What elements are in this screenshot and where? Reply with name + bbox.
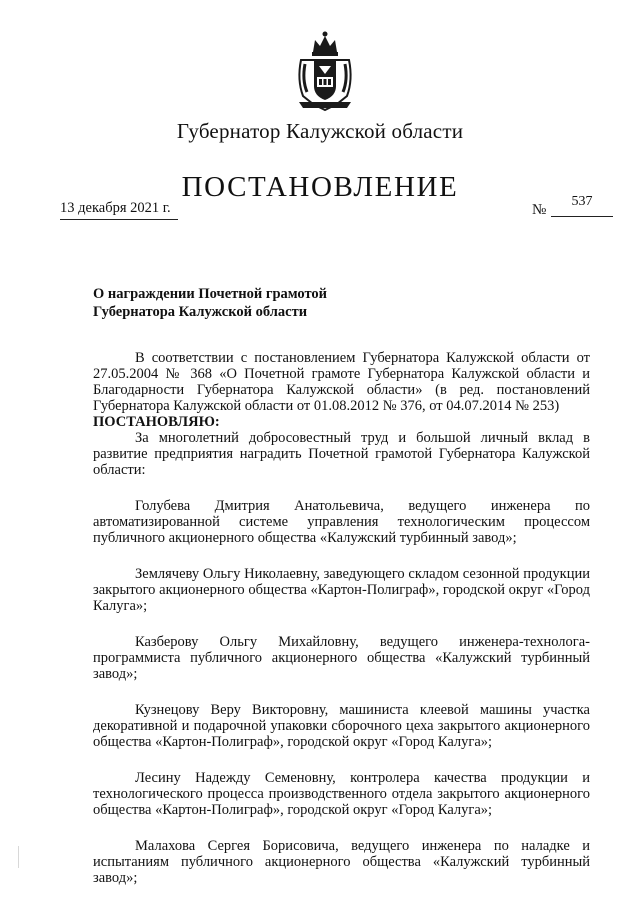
document-date: 13 декабря 2021 г.	[60, 200, 178, 220]
decree-word: ПОСТАНОВЛЯЮ:	[93, 414, 220, 430]
awardee-item: Голубева Дмитрия Анатольевича, ведущего инженера по автоматизированной системе управления технологическим процессом публичного акционерного общества «Калужский турбинный завод»;	[93, 498, 590, 546]
awardee-item: Кузнецову Веру Викторовну, машиниста клеевой машины участка декоративной и подарочной упаковки сборочного цеха закрытого акционерного общества «Картон-Полиграф», городской округ «Город Калуга»;	[93, 702, 590, 750]
number-label: №	[532, 202, 547, 218]
subject-line: О награждении Почетной грамотой	[93, 286, 328, 302]
awardee-item: Лесину Надежду Семеновну, контролера качества продукции и технологического процесса производственного отдела закрытого акционерного общества «Картон-Полиграф», городской округ «Город Калуга»;	[93, 770, 590, 818]
subject-line: Губернатора Калужской области	[93, 304, 308, 320]
document-number: 537	[571, 194, 593, 209]
number-underline	[551, 216, 613, 217]
awardee-item: Малахова Сергея Борисовича, ведущего инженера по наладке и испытаниям публичного акционерного общества «Калужский турбинный завод»;	[93, 838, 590, 886]
awardee-item: Землячеву Ольгу Николаевну, заведующего складом сезонной продукции закрытого акционерного общества «Картон-Полиграф», городской округ «Город Калуга»;	[93, 566, 590, 614]
intro-paragraph: За многолетний добросовестный труд и большой личный вклад в развитие предприятия наградить Почетной грамотой Губернатора Калужской области:	[93, 430, 590, 478]
preamble-paragraph: В соответствии с постановлением Губернатора Калужской области от 27.05.2004 № 368 «О Почетной грамоте Губернатора Калужской области и Благодарности Губернатора Калужской области» (в ред. постановлений Губернатора Калужской области от 01.08.2012 № 376, от 04.07.2014 № 253)	[93, 350, 590, 414]
kaluga-coat-of-arms-icon	[293, 30, 357, 112]
document-body	[93, 350, 590, 886]
issuer-title: Губернатор Калужской области	[176, 119, 464, 143]
scan-margin-mark	[18, 846, 19, 868]
document-type: ПОСТАНОВЛЕНИЕ	[181, 171, 459, 203]
document-subject	[93, 285, 413, 321]
awardee-item: Казберову Ольгу Михайловну, ведущего инженера-технолога-программиста публичного акционерного общества «Калужский турбинный завод»;	[93, 634, 590, 682]
